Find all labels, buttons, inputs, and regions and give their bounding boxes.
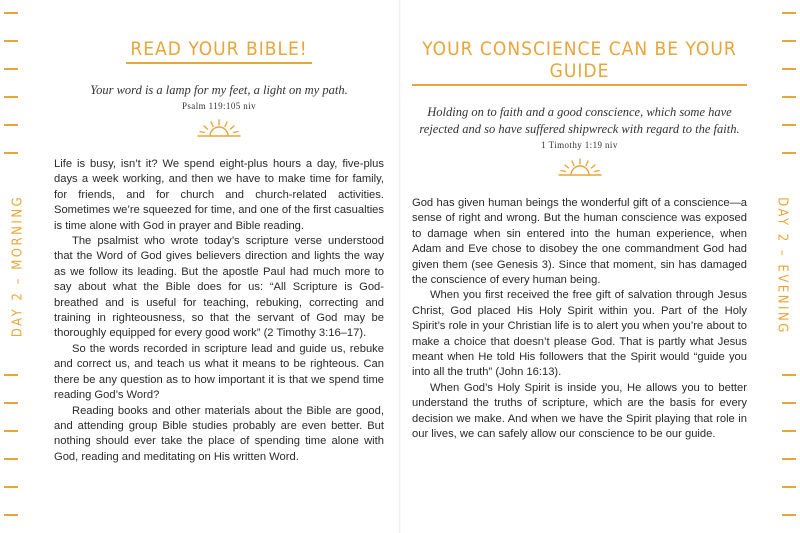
- decorative-dash: [782, 514, 796, 516]
- sunrise-icon: [557, 158, 603, 178]
- scripture-verse: Your word is a lamp for my feet, a light on my path.: [90, 83, 348, 97]
- book-gutter: [399, 0, 401, 533]
- body-paragraph: When you first received the free gift of salvation through Jesus Christ, God placed His Holy Spirit within you. Part of the Holy Spirit’s role in your Christian life is to alert you when you’re about to make a choice that doesn’t please God. That is partly what Jesus meant when He told His followers that the Spirit would “guide you into all the truth” (John 16:13).: [412, 289, 747, 379]
- page-title: READ YOUR BIBLE!: [126, 38, 311, 64]
- body-paragraph: Reading books and other materials about the Bible are good, and attending group Bible studies probably are even better. But nothing should ever take the place of spending time alone with God, reading and meditating on His written Word.: [54, 404, 384, 463]
- decorative-dash: [4, 458, 18, 460]
- side-label-evening: DAY 2 – EVENING: [774, 197, 790, 335]
- decorative-dash: [4, 124, 18, 126]
- decorative-dash: [782, 430, 796, 432]
- decorative-dash: [4, 430, 18, 432]
- decorative-dash: [782, 96, 796, 98]
- verse-reference: Psalm 119:105 niv: [182, 101, 256, 111]
- decorative-dash: [4, 402, 18, 404]
- decorative-dash: [782, 402, 796, 404]
- body-paragraph: Life is busy, isn’t it? We spend eight-plus hours a day, five-plus days a week working, and then we have to make time for family, for friends, and for church and church-related activities. Sometimes we’re squeezed for time, and one of the first casualties is time alone with God in prayer and Bible reading.: [54, 158, 384, 232]
- decorative-dash: [4, 374, 18, 376]
- body-paragraph: God has given human beings the wonderful gift of a conscience—a sense of right and wrong. But the human conscience was exposed to damage when sin entered into the human experience, when Adam and Eve chose to disobey the one commandment God had given them (see Genesis 3). Since that moment, sin has damaged the conscience of every human being.: [412, 197, 747, 287]
- sunrise-icon: [196, 119, 242, 139]
- side-label-morning: DAY 2 – MORNING: [10, 194, 26, 338]
- decorative-dash: [4, 40, 18, 42]
- decorative-dash: [782, 374, 796, 376]
- decorative-dash: [782, 458, 796, 460]
- verse-reference: 1 Timothy 1:19 niv: [541, 140, 618, 150]
- decorative-dash: [4, 152, 18, 154]
- body-paragraph: The psalmist who wrote today’s scripture verse understood that the Word of God gives believers direction and lights the way as we follow its leading. But the apostle Paul had much more to say about what the Bible does for us: “All Scripture is God-breathed and is useful for teaching, rebuking, correcting and training in righteousness, so that the servant of God may be thoroughly equipped for every good work” (2 Timothy 3:16–17).: [54, 235, 384, 340]
- decorative-dash: [782, 486, 796, 488]
- decorative-dash: [4, 96, 18, 98]
- decorative-dash: [4, 486, 18, 488]
- decorative-dash: [4, 12, 18, 14]
- decorative-dash: [782, 124, 796, 126]
- devotional-body: [54, 157, 384, 465]
- page-title: YOUR CONSCIENCE CAN BE YOUR GUIDE: [412, 38, 747, 86]
- decorative-dash: [4, 514, 18, 516]
- decorative-dash: [782, 40, 796, 42]
- body-paragraph: So the words recorded in scripture lead and guide us, rebuke and correct us, and teach us what it means to be righteous. Can there be any question as to how important it is that we spend time reading God’s Word?: [54, 342, 384, 402]
- right-page: [412, 0, 747, 533]
- left-page: [54, 0, 384, 533]
- body-paragraph: When God’s Holy Spirit is inside you, He allows you to better understand the truths of scripture, which are the basis for every decision we make. And when we have the Spirit playing that role in our lives, we can safely allow our conscience to be our guide.: [412, 381, 747, 441]
- scripture-verse: Holding on to faith and a good conscience, which some have rejected and so have suffered shipwreck with regard to the faith.: [419, 105, 740, 136]
- decorative-dash: [782, 12, 796, 14]
- right-side-tab: [764, 0, 800, 533]
- decorative-dash: [782, 68, 796, 70]
- left-side-tab: [0, 0, 36, 533]
- devotional-body: [412, 196, 747, 443]
- decorative-dash: [782, 152, 796, 154]
- decorative-dash: [4, 68, 18, 70]
